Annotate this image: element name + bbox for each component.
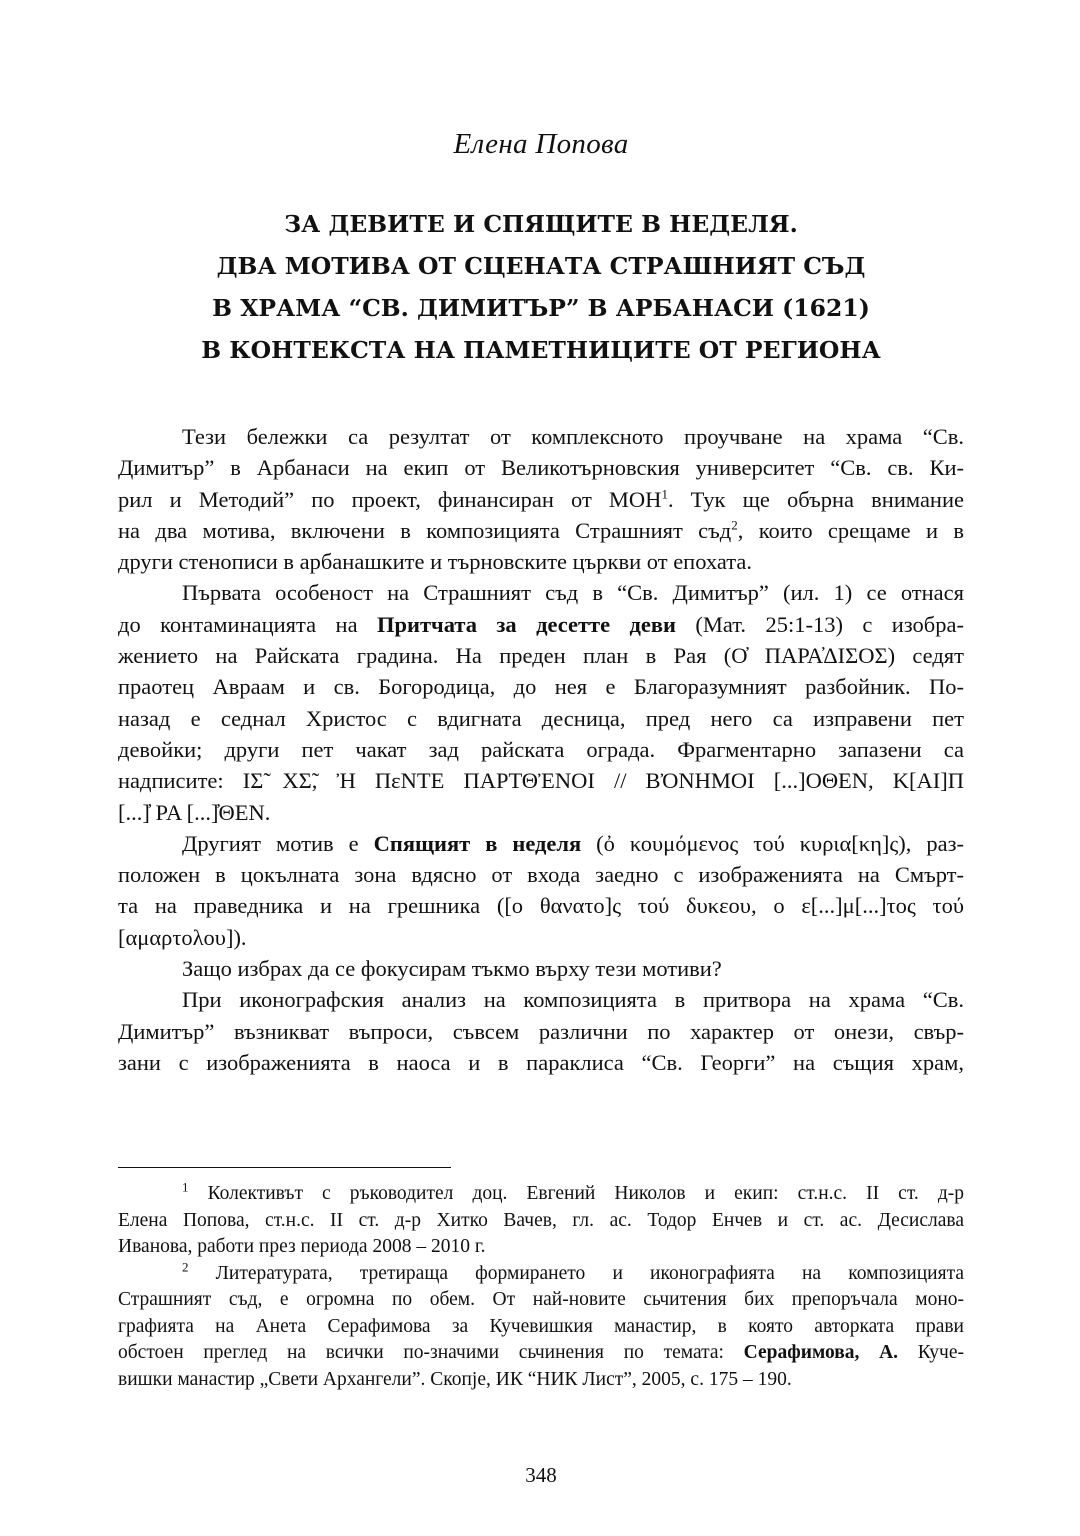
text-line: други стенописи в арбанашките и търновските църкви от епохата. — [118, 549, 752, 575]
text-line: $^2$ Литературата, третираща формирането и иконографията на композицията — [182, 1259, 964, 1284]
footnotes — [118, 1181, 964, 1393]
text-line: Димитър” в Арбанаси на екип от Великотърновския университет “Св. св. Ки- — [118, 455, 964, 481]
text-line: до контаминацията на Притчата за десетте деви (Мат. 25:1-13) с изобра- — [118, 611, 964, 637]
text-line: При иконографския анализ на композицията в притвора на храма “Св. — [182, 987, 964, 1013]
text-line: Димитър” възникват въпроси, съвсем различни по характер от онези, свър- — [118, 1018, 964, 1044]
text-line: Иванова, работи през периода 2008 – 2010 г. — [118, 1236, 486, 1257]
bold-term: Спящият в неделя — [373, 830, 582, 856]
text-line: Тези бележки са резултат от комплексното проучване на храма “Св. — [182, 424, 964, 449]
footnote-1 — [118, 1181, 964, 1261]
bold-term: Притчата за десетте деви — [376, 611, 676, 637]
text-line: жението на Райската градина. На преден план в Рая (О̓ ПАРА̓ΔΙΣΟΣ) седят — [118, 643, 964, 669]
text-line: $^1$ Колективът с ръководител доц. Евгений Николов и екип: ст.н.с. II ст. д-р — [182, 1179, 964, 1204]
text-line: на два мотива, включени в композицията Страшният съд$^2$, които срещаме и в — [118, 517, 965, 543]
text-line: назад е седнал Христос с вдигната десница, пред него са изправени пет — [118, 705, 964, 731]
text-line: Другият мотив е Спящият в неделя (ὀ κουμόμενος τού κυρια[κη]ς), раз- — [182, 830, 964, 856]
footnote-number: 1 — [182, 1179, 189, 1195]
text-line: та на праведника и на грешника ([ο θανατο]ς τού δυκεου, ο ε[...]μ[...]τος τού — [118, 893, 964, 919]
page-number: 348 — [525, 1463, 557, 1487]
paragraph-analysis — [118, 984, 964, 1078]
footnote-ref-1[interactable]: 1 — [661, 486, 668, 502]
title-line: В ХРАМА “СВ. ДИМИТЪР” В АРБАНАСИ (1621) — [212, 294, 870, 322]
text-line: девойки; други пет чакат зад райската ограда. Фрагментарно запазени са — [118, 736, 964, 762]
footnote-ref-2[interactable]: 2 — [731, 517, 738, 533]
text-line: обстоен преглед на всички по-значими сьчинения по темата: Серафимова, А. Куче- — [118, 1342, 965, 1363]
paragraph-question — [118, 953, 964, 984]
text-line: [...]̓ ΡΑ [...]̓ΘΕΝ. — [118, 799, 271, 825]
text-line: [αμαρτολου]). — [118, 924, 247, 950]
text-line: положен в цокълната зона вдясно от входа заедно с изображенията на Смърт- — [118, 862, 964, 888]
title-line: В КОНТЕКСТА НА ПАМЕТНИЦИТЕ ОТ РЕГИОНА — [201, 336, 881, 364]
text-line: Страшният съд, е огромна по обем. От най-новите сьчитения бих препоръчала моно- — [118, 1289, 964, 1310]
text-line: рил и Методий” по проект, финансиран от МОН$^1$. Тук ще обърна внимание — [118, 486, 964, 512]
paragraph-intro — [118, 421, 964, 577]
paragraph-virgins — [118, 577, 964, 827]
text-line: Елена Попова, ст.н.с. II ст. д-р Хитко Вачев, гл. ас. Тодор Енчев и ст. ас. Десислава — [118, 1209, 964, 1231]
bold-citation: Серафимова, А. — [743, 1342, 899, 1363]
article-title — [118, 203, 964, 371]
text-line: надписите: ΙΣ̃ ΧΣ̃, Ἠ ΠεΝΤΕ ΠΑΡΤΘἘΝΟΙ // ΒὈΝΗΜΟΙ [...]ΟΘΕΝ, Κ[ΑΙ]Π — [118, 768, 964, 794]
text-line: Първата особеност на Страшният съд в “Св. Димитър” (ил. 1) се отнася — [182, 580, 964, 606]
footnote-number: 2 — [182, 1259, 189, 1274]
footnote-2 — [118, 1261, 964, 1394]
footnote-separator — [118, 1167, 451, 1168]
text-line: Защо избрах да се фокусирам тъкмо върху тези мотиви? — [182, 956, 722, 982]
text-line: вишки манастир „Свети Архангели”. Скопjе, ИК “НИК Лист”, 2005, с. 175 – 190. — [118, 1368, 792, 1390]
title-line: ДВА МОТИВА ОТ СЦЕНАТА СТРАШНИЯТ СЪД — [216, 252, 866, 280]
title-line: ЗА ДЕВИТЕ И СПЯЩИТЕ В НЕДЕЛЯ. — [284, 210, 798, 238]
paragraph-sleeper — [118, 828, 964, 953]
text-line: праотец Авраам и св. Богородица, до нея е Благоразумният разбойник. По- — [118, 674, 964, 700]
article-body — [118, 421, 964, 1078]
text-line: графията на Анета Серафимова за Кучевишкия манастир, в която авторката прави — [118, 1315, 964, 1337]
document-page — [118, 0, 964, 1536]
author-name: Елена Попова — [453, 128, 629, 160]
text-line: зани с изображенията в наоса и в параклиса “Св. Георги” на същия храм, — [118, 1049, 964, 1075]
